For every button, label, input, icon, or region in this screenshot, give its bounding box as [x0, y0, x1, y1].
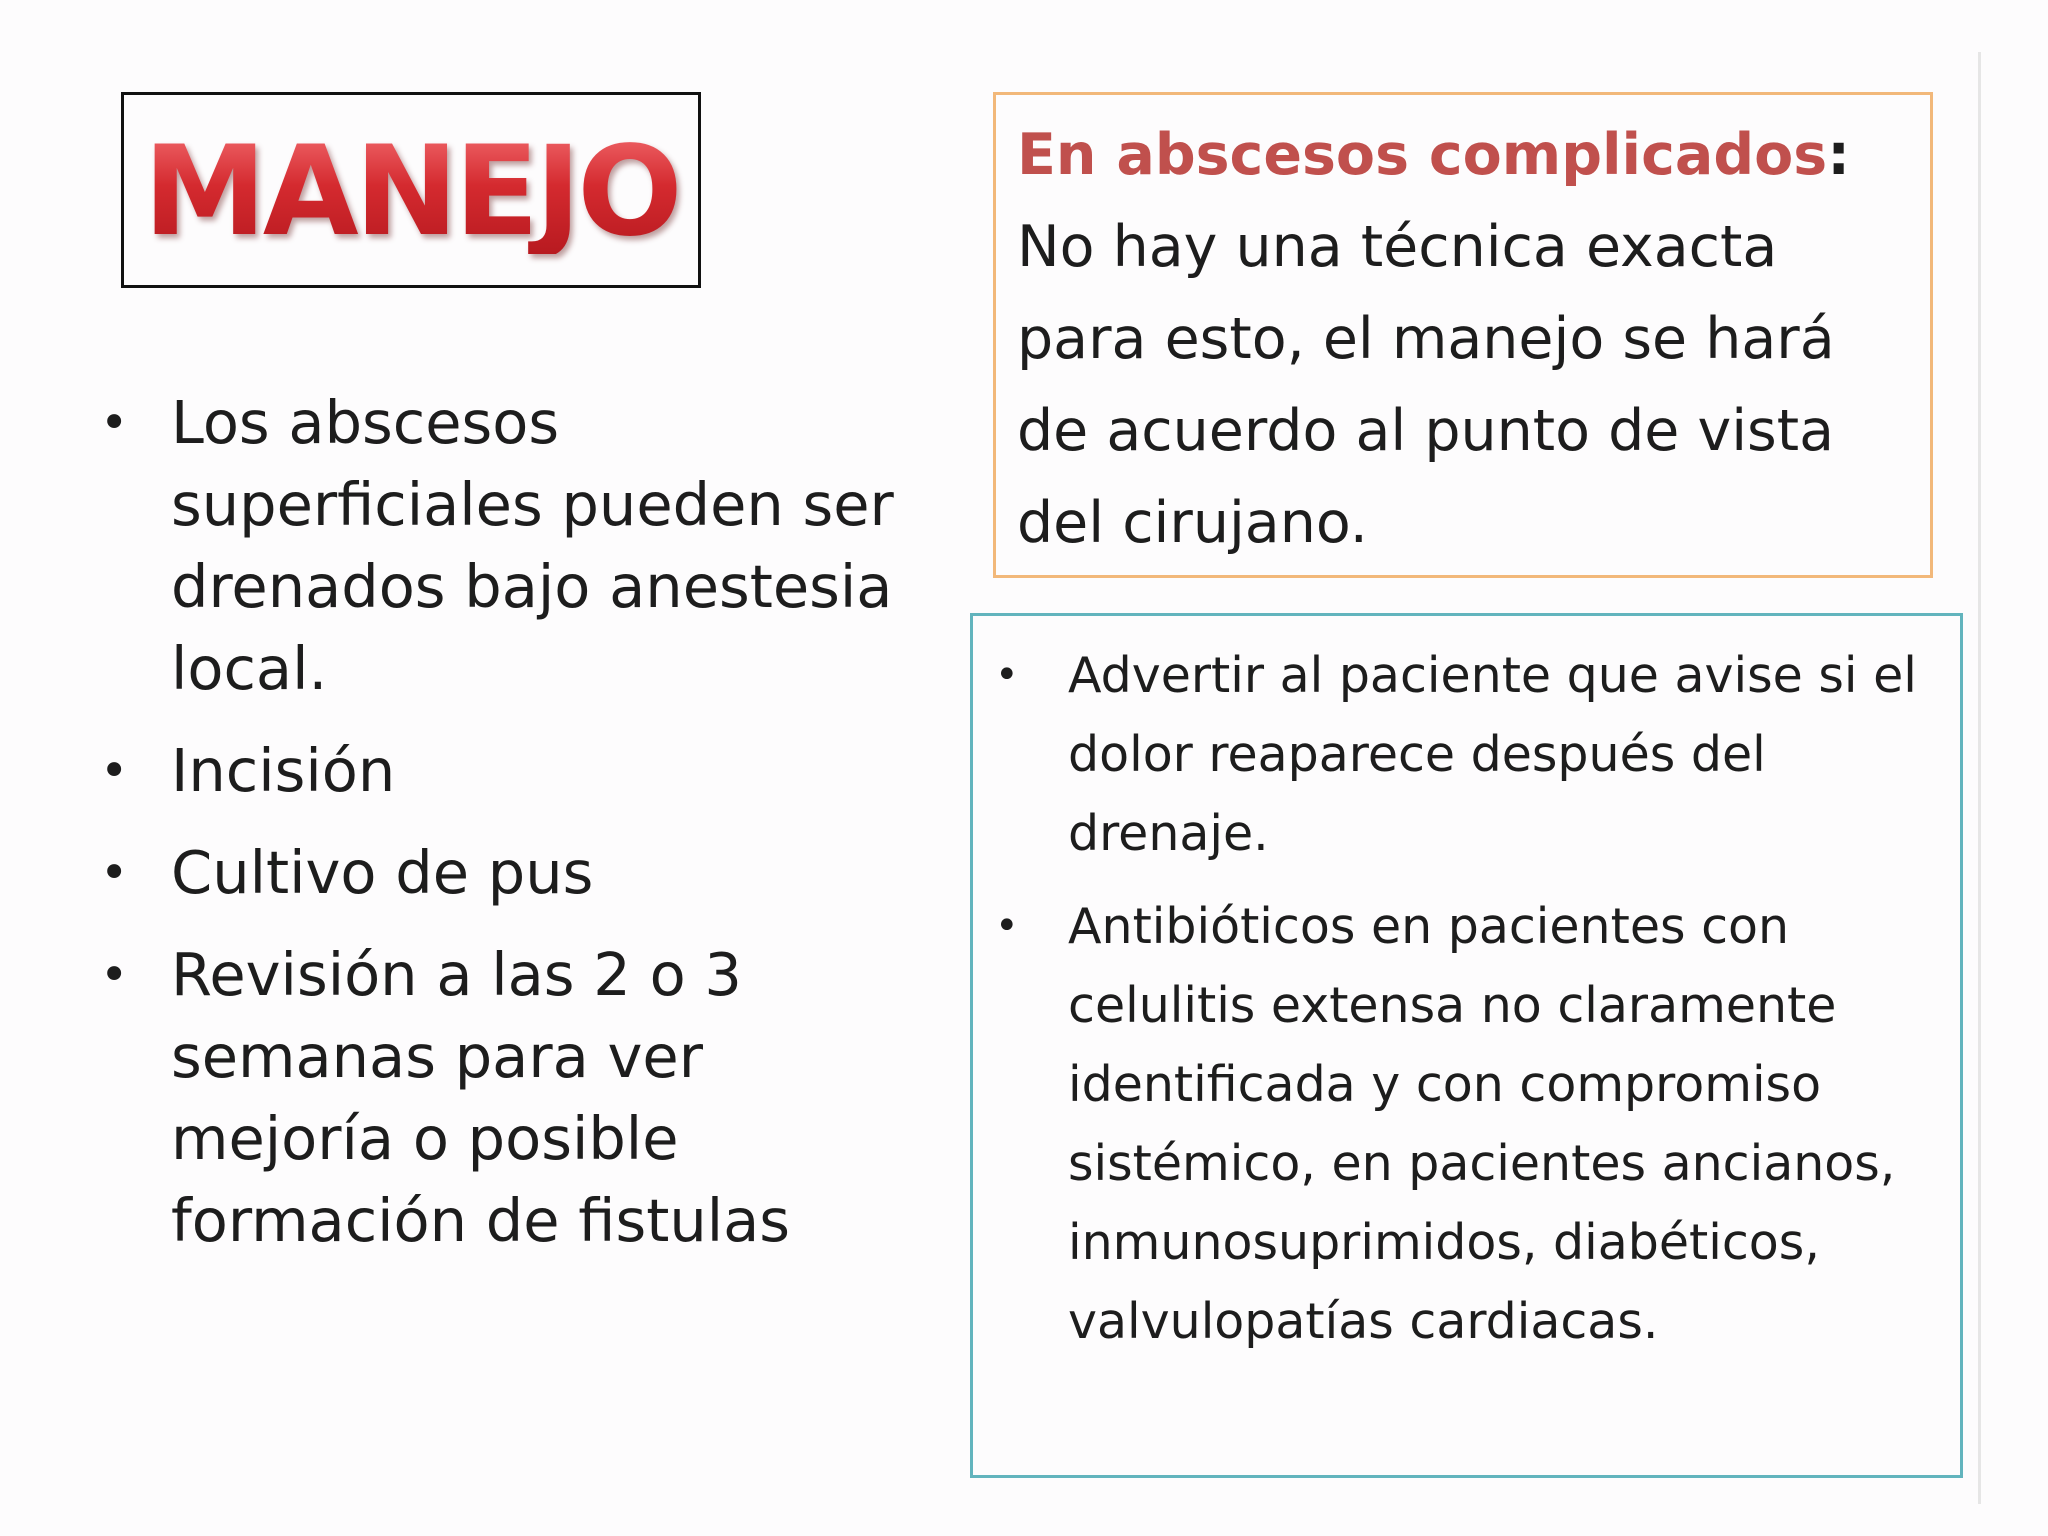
heading-colon: :	[1827, 122, 1851, 188]
slide-title: MANEJO	[143, 120, 679, 264]
bullet-item: • Cultivo de pus	[96, 832, 936, 914]
complicated-heading: En abscesos complicados	[1017, 122, 1828, 188]
advice-box	[970, 613, 1963, 1478]
management-bullet-list	[96, 382, 936, 1282]
bullet-item: • Incisión	[96, 730, 936, 812]
slide-edge-divider	[1978, 52, 1981, 1504]
bullet-item: • Los abscesos superficiales pueden ser drenados bajo anestesia local.	[96, 382, 936, 710]
complicated-abscess-box	[993, 92, 1933, 578]
advice-bullet-list	[973, 616, 1960, 1361]
advice-bullet-item: • Antibióticos en pacientes con celulitis extensa no claramente identificada y con compromiso sistémico, en pacientes ancianos, inmunosuprimidos, diabéticos, valvulopatías cardiacas.	[973, 887, 1930, 1361]
bullet-item: • Revisión a las 2 o 3 semanas para ver mejoría o posible formación de fistulas	[96, 934, 936, 1262]
advice-bullet-item: • Advertir al paciente que avise si el dolor reaparece después del drenaje.	[973, 636, 1930, 873]
complicated-body-text: No hay una técnica exacta para esto, el manejo se hará de acuerdo al punto de vista del cirujano.	[1017, 214, 1835, 556]
title-box	[121, 92, 701, 288]
